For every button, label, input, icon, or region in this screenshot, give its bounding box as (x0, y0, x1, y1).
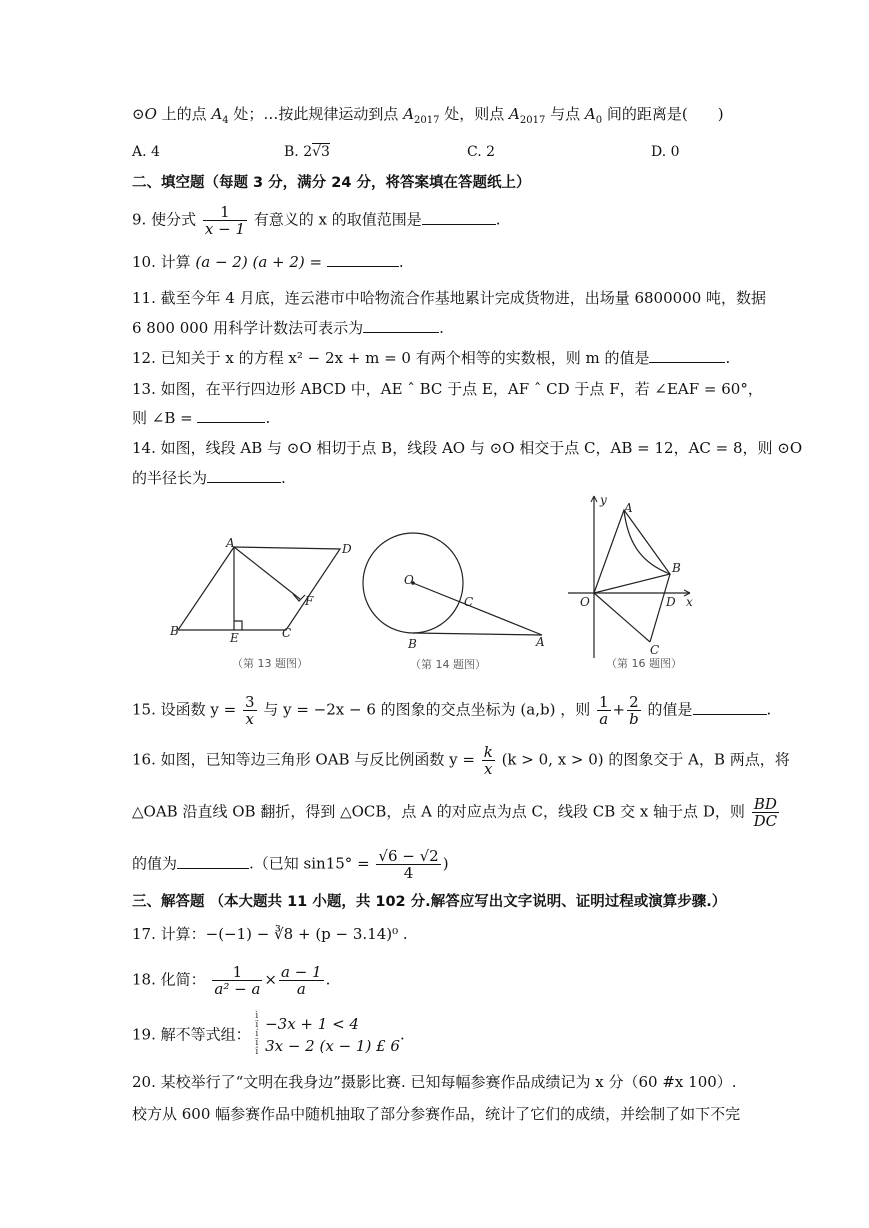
q12-answer-blank[interactable] (649, 348, 725, 363)
fig14-label-c: C (464, 595, 474, 609)
fig14-label-b: B (408, 637, 417, 651)
q19-system: −3x + 1 < 4 3x − 2 (x − 1) £ 6 (265, 1014, 400, 1055)
fig16-label-x: x (686, 595, 693, 609)
q11-line1: 11. 截至今年 4 月底，连云港市中哈物流合作基地累计完成货物进，出场量 6800000 吨，数据 (132, 289, 767, 307)
q15: 15. 设函数 y = $\frac{3}{x}$ 与 y = −2x − 6 的图象的交点坐标为 (a,b) ，则 $\frac{1}{a}$ + $\frac{2}{b}$ 的值是 . (132, 693, 772, 728)
fig13-label-b: B (170, 624, 179, 638)
q9-answer-blank[interactable] (422, 210, 496, 225)
q8-option-b: B. 2√3 (284, 144, 330, 160)
q9-fraction: $\frac{1}{x - 1}$ (204, 203, 245, 238)
q16-line1: 16. 如图，已知等边三角形 OAB 与反比例函数 y = $\frac{k}{x}$ (k > 0, x > 0) 的图象交于 A，B 两点，将 (132, 743, 790, 778)
q10-answer-blank[interactable] (327, 252, 399, 267)
fig13-label-e: E (230, 631, 239, 645)
q9: 9. 使分式 $\frac{1}{x - 1}$ 有意义的 x 的取值范围是 . (132, 203, 501, 238)
fig16-label-o: O (580, 595, 590, 609)
section-3-heading: 三、解答题 （本大题共 11 小题，共 102 分.解答应写出文字说明、证明过程或演算步骤.） (132, 894, 727, 910)
fig16-label-b: B (672, 561, 681, 575)
fig16-label-d: D (666, 595, 676, 609)
q13-line1: 13. 如图，在平行四边形 ABCD 中，AE ˆ BC 于点 E，AF ˆ CD 于点 F，若 ∠EAF = 60°， (132, 380, 763, 398)
figure-16 (562, 490, 702, 672)
q8-option-c: C. 2 (467, 144, 496, 160)
q14-line1: 14. 如图，线段 AB 与 ⊙O 相切于点 B，线段 AO 与 ⊙O 相交于点 C，AB = 12，AC = 8，则 ⊙O (132, 439, 803, 457)
q8-option-d: D. 0 (651, 144, 680, 160)
q14-answer-blank[interactable] (207, 468, 281, 483)
fig16-label-c: C (650, 643, 660, 657)
fig16-label-y: y (600, 493, 607, 507)
q20-line2: 校方从 600 幅参赛作品中随机抽取了部分参赛作品，统计了它们的成绩，并绘制了如下不完 (132, 1105, 741, 1123)
q19-brace: ì ï í ï î (255, 1011, 259, 1057)
fig13-caption: （第 13 题图） (232, 657, 308, 670)
q17: 17. 计算：−(−1) − ∛8 + (p − 3.14)⁰ . (132, 925, 408, 943)
fig16-label-a: A (624, 501, 633, 515)
section-2-heading: 二、填空题（每题 3 分，满分 24 分，将答案填在答题纸上） (132, 175, 531, 191)
q8-stem: ⊙O 上的点 $A_4$ 处；…按此规律运动到点 $A_{2017}$ 处，则点 $A_{2017}$ 与点 $A_0$ 间的距离是( ) (132, 105, 724, 126)
q18: 18. 化简： $\frac{1}{\text{a² − a}}$ × $\frac{a - 1}{a}$ . (132, 963, 331, 998)
fig13-label-d: D (342, 542, 352, 556)
fig13-label-f: F (305, 594, 314, 608)
q13-answer-blank[interactable] (197, 408, 265, 423)
q11-line2: 6 800 000 用科学计数法可表示为 . (132, 319, 444, 337)
fig14-label-a: A (536, 635, 545, 649)
q14-line2: 的半径长为 . (132, 469, 286, 487)
q13-line2: 则 ∠B = . (132, 409, 271, 427)
fig13-label-c: C (282, 626, 292, 640)
q16-answer-blank[interactable] (177, 854, 249, 869)
q16-line2: △OAB 沿直线 OB 翻折，得到 △OCB，点 A 的对应点为点 C，线段 CB 交 x 轴于点 D，则 $\frac{BD}{DC}$ (132, 795, 778, 830)
q20-line1: 20. 某校举行了“文明在我身边”摄影比赛. 已知每幅参赛作品成绩记为 x 分（60 #x 100）. (132, 1073, 737, 1091)
fig14-caption: （第 14 题图） (410, 658, 486, 671)
fig16-caption: （第 16 题图） (606, 657, 682, 670)
q16-line3: 的值为 .（已知 sin15° = $\frac{√6 - √2}{4}$ ) (132, 847, 449, 882)
q10: 10. 计算 (a − 2) (a + 2) = . (132, 253, 404, 271)
q12: 12. 已知关于 x 的方程 x² − 2x + m = 0 有两个相等的实数根，则 m 的值是 . (132, 349, 731, 367)
q19: 19. 解不等式组： ì ï í ï î −3x + 1 < 4 3x − 2 (x − 1) £ 6 . (132, 1011, 405, 1057)
figure-13 (168, 535, 358, 675)
figure-14 (358, 518, 558, 676)
q11-answer-blank[interactable] (363, 318, 439, 333)
fig13-label-a: A (226, 536, 235, 550)
q8-option-a: A. 4 (132, 144, 160, 160)
q15-answer-blank[interactable] (693, 700, 767, 715)
fig14-label-o: O (404, 573, 414, 587)
